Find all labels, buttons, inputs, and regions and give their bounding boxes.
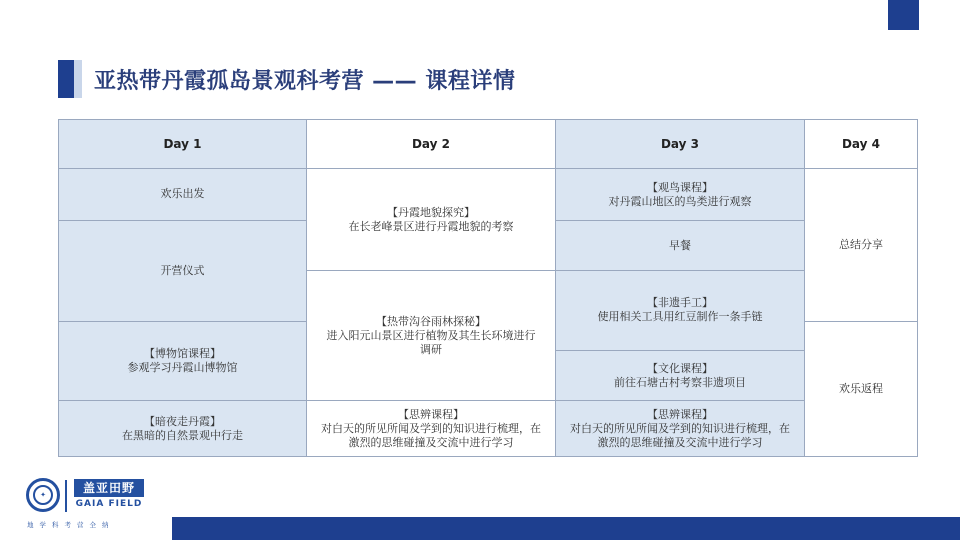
day1-night-cell <box>58 400 307 457</box>
day3-bird-title: 【观鸟课程】 <box>647 180 713 194</box>
day1-night-desc: 在黑暗的自然景观中行走 <box>122 428 243 442</box>
title-accent-bar <box>58 60 74 98</box>
day1-depart-cell <box>58 168 307 221</box>
day2-rainforest-cell <box>306 270 556 401</box>
logo-divider <box>65 480 67 512</box>
day3-craft-title: 【非遗手工】 <box>647 296 713 309</box>
day1-night-title: 【暗夜走丹霞】 <box>144 414 221 428</box>
day2-reflect-cell <box>306 400 556 457</box>
day3-bird-desc: 对丹霞山地区的鸟类进行观察 <box>608 194 752 208</box>
day1-opening-text: 开营仪式 <box>160 264 205 277</box>
day4-summary-cell <box>804 168 918 322</box>
day2-rainforest-desc: 进入阳元山景区进行植物及其生长环境进行调研 <box>326 328 536 356</box>
footer-band <box>172 517 960 540</box>
day3-breakfast-text: 早餐 <box>669 238 691 252</box>
day1-museum-cell <box>58 321 307 401</box>
day2-danxia-desc: 在长老峰景区进行丹霞地貌的考察 <box>348 219 514 233</box>
header-day-3: Day 3 <box>555 119 805 169</box>
day4-return-cell <box>804 321 918 457</box>
header-day-1: Day 1 <box>58 119 307 169</box>
day4-return-text: 欢乐返程 <box>839 382 883 395</box>
day1-museum-title: 【博物馆课程】 <box>144 347 221 360</box>
day2-reflect-title: 【思辨课程】 <box>398 407 464 421</box>
day2-reflect-desc: 对白天的所见所闻及学到的知识进行梳理，在激烈的思维碰撞及交流中进行学习 <box>321 421 541 449</box>
schedule-table <box>58 119 918 457</box>
day3-breakfast-cell <box>555 220 805 271</box>
header-day-4: Day 4 <box>804 119 918 169</box>
header-day-2: Day 2 <box>306 119 556 169</box>
logo-chinese-name: 盖亚田野 <box>74 479 144 497</box>
day3-culture-cell <box>555 350 805 401</box>
day1-museum-desc: 参观学习丹霞山博物馆 <box>127 361 238 374</box>
logo-english-name: GAIA FIELD <box>75 499 143 509</box>
corner-accent-block <box>888 0 919 30</box>
day3-craft-desc: 使用相关工具用红豆制作一条手链 <box>597 310 763 323</box>
day3-reflect-title: 【思辨课程】 <box>647 407 713 421</box>
day2-danxia-title: 【丹霞地貌探究】 <box>387 205 475 219</box>
day3-bird-cell <box>555 168 805 221</box>
day2-danxia-cell <box>306 168 556 271</box>
day4-summary-text: 总结分享 <box>839 238 883 251</box>
day3-culture-desc: 前往石塘古村考察非遗项目 <box>614 375 746 389</box>
day1-depart-text: 欢乐出发 <box>160 187 205 200</box>
day1-opening-cell <box>58 220 307 322</box>
globe-emblem-icon: ✦ <box>26 478 60 512</box>
logo-tagline: 地学科考营全纳 <box>27 521 115 529</box>
title-accent-bar-light <box>74 60 82 98</box>
day3-reflect-cell <box>555 400 805 457</box>
day2-rainforest-title: 【热带沟谷雨林探秘】 <box>376 314 486 328</box>
day3-craft-cell <box>555 270 805 351</box>
page-title: 亚热带丹霞孤岛景观科考营 —— 课程详情 <box>94 69 516 94</box>
day3-culture-title: 【文化课程】 <box>647 361 713 375</box>
day3-reflect-desc: 对白天的所见所闻及学到的知识进行梳理，在激烈的思维碰撞及交流中进行学习 <box>570 421 790 449</box>
